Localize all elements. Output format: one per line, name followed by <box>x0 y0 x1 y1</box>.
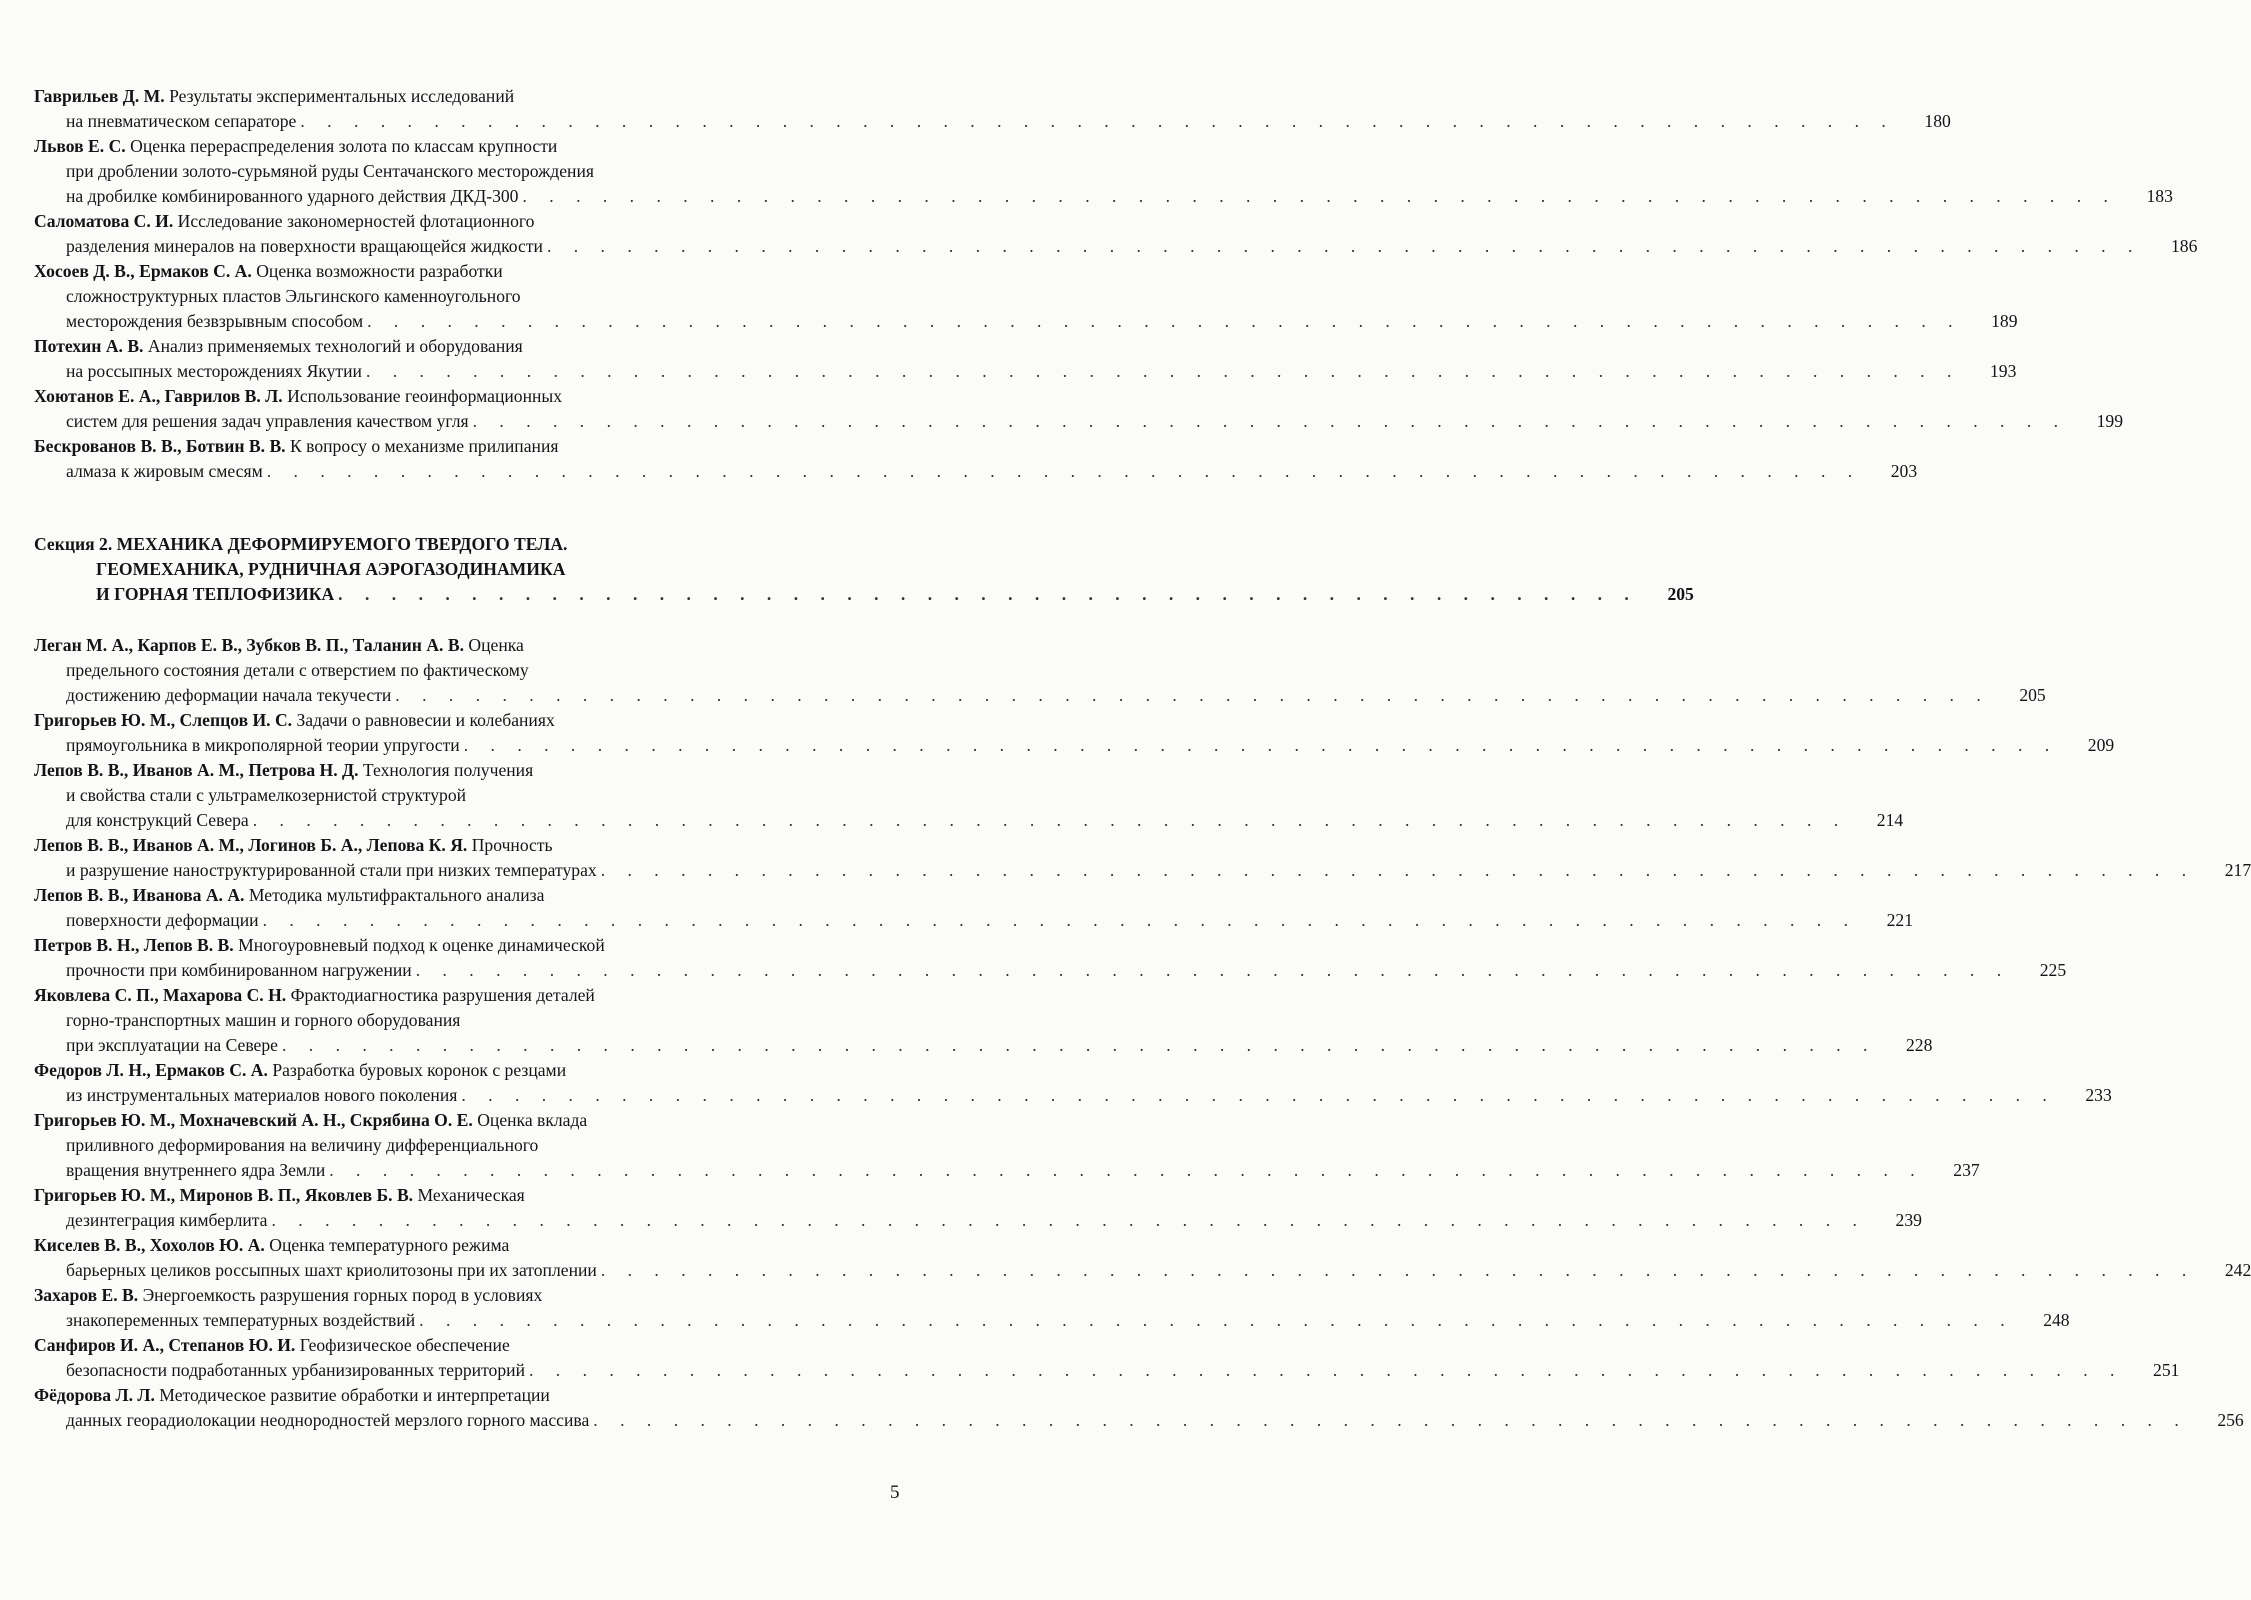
toc-entry <box>34 983 1933 1058</box>
entry-line <box>34 733 2115 758</box>
page-ref: 205 <box>2019 685 2046 705</box>
toc-entry <box>34 1283 2070 1333</box>
entry-authors: Федоров Л. Н., Ермаков С. А. <box>34 1060 268 1080</box>
entry-authors: Санфиров И. А., Степанов Ю. И. <box>34 1335 296 1355</box>
leader-dots: . . . . . . . . . . . . . . . . . . . . . . . . . . . . . . . . . . . . . . . . . . . . . . . . . . . . . . . . . . . . <box>463 735 2059 755</box>
entry-title-line: Методическое развитие обработки и интерпретации <box>159 1385 550 1405</box>
entry-authors: Фёдорова Л. Л. <box>34 1385 155 1405</box>
entry-line <box>34 184 2173 209</box>
entry-title-line: Анализ применяемых технологий и оборудования <box>147 336 523 356</box>
entry-line <box>34 683 2046 708</box>
entry-title-line: горно-транспортных машин и горного оборудования <box>66 1010 461 1030</box>
entry-title-line: систем для решения задач управления качеством угля <box>66 411 469 431</box>
leader-dots: . . . . . . . . . . . . . . . . . . . . . . . . . . . . . . . . . . . . . . . . . . . . . . . . . . . . . . . . . . . . <box>271 1210 1866 1230</box>
toc-entry <box>34 434 1918 484</box>
toc-entry <box>34 1058 2112 1108</box>
entry-title-line: сложноструктурных пластов Эльгинского каменноугольного <box>66 286 521 306</box>
entry-line <box>34 1283 934 1308</box>
entry-authors: Петров В. Н., Лепов В. В. <box>34 935 234 955</box>
entry-text-wrap <box>66 459 263 484</box>
leader-dots: . . . . . . . . . . . . . . . . . . . . . . . . . . . . . . . . . . . . . . . . . . . . . . . . . . . . . . . . . . . . <box>546 236 2142 256</box>
entry-title-line: дезинтеграция кимберлита <box>66 1210 268 1230</box>
entry-title-line: Задачи о равновесии и колебаниях <box>296 710 555 730</box>
page-ref: 225 <box>2039 960 2067 980</box>
entry-title-line: прямоугольника в микрополярной теории упругости <box>66 735 460 755</box>
entry-line <box>34 1033 1933 1058</box>
entry-title-line: Оценка <box>468 635 524 655</box>
entry-line <box>34 459 1918 484</box>
entry-title-line: Прочность <box>471 835 553 855</box>
toc-entry <box>34 1108 1980 1183</box>
entry-title-line: Фрактодиагностика разрушения деталей <box>290 985 595 1005</box>
entry-line <box>34 983 934 1008</box>
entry-title-line: Геофизическое обеспечение <box>299 1335 510 1355</box>
leader-dots: . . . . . . . . . . . . . . . . . . . . . . . . . . . . . . . . . . . . . . . . . . . . . . . . . . . . . . . . . . . . <box>472 411 2068 431</box>
page-ref: 233 <box>2085 1085 2112 1105</box>
leader-dots: . . . . . . . . . . . . . . . . . . . . . . . . . . . . . . . . . . . . . . . . . . . . . . . . . . . . . . . . . . . . <box>262 910 1857 930</box>
entry-title-line: на россыпных месторождениях Якутии <box>66 361 362 381</box>
entry-line <box>34 84 934 109</box>
toc-entry <box>34 758 1904 833</box>
entry-line <box>34 833 934 858</box>
entry-authors: Лепов В. В., Иванов А. М., Петрова Н. Д. <box>34 760 359 780</box>
entry-title-line: на пневматическом сепараторе <box>66 111 297 131</box>
entry-line <box>34 409 2124 434</box>
entry-title-line: Исследование закономерностей флотационного <box>177 211 535 231</box>
entry-text-wrap <box>66 1308 415 1333</box>
entry-line <box>34 858 2251 883</box>
entry-title-line: Многоуровневый подход к оценке динамической <box>238 935 605 955</box>
entry-text-wrap <box>66 858 597 883</box>
entry-title-line: Механическая <box>417 1185 525 1205</box>
entry-text-wrap <box>66 309 363 334</box>
entry-title-line: алмаза к жировым смесям <box>66 461 263 481</box>
entry-title-line: прочности при комбинированном нагружении <box>66 960 412 980</box>
entry-title-line: вращения внутреннего ядра Земли <box>66 1160 326 1180</box>
page-ref: 199 <box>2096 411 2124 431</box>
page-ref: 239 <box>1895 1210 1922 1230</box>
entry-line <box>34 284 934 309</box>
entry-text-wrap <box>66 1258 597 1283</box>
entry-title-line: Оценка вклада <box>477 1110 588 1130</box>
entry-title-line: Оценка возможности разработки <box>256 261 503 281</box>
entries-after-section <box>34 633 2251 1433</box>
entry-text-wrap <box>66 1033 278 1058</box>
entry-line <box>34 1383 934 1408</box>
entry-authors: Григорьев Ю. М., Слепцов И. С. <box>34 710 293 730</box>
leader-dots: . . . . . . . . . . . . . . . . . . . . . . . . . . . . . . . . . . . . . . . . . . . . . . . . . . . . . . . . . . . . <box>419 1310 2014 1330</box>
entry-text-wrap <box>66 109 296 134</box>
entry-line <box>34 1008 934 1033</box>
entry-line <box>34 1333 934 1358</box>
page-number: 5 <box>890 1482 900 1503</box>
leader-dots: . . . . . . . . . . . . . . . . . . . . . . . . . . . . . . . . . . . . . . . . . . . . . . . . . . . . . . . . . . . . <box>522 186 2117 206</box>
entry-text-wrap <box>66 1408 589 1433</box>
entry-line <box>34 1208 1922 1233</box>
entry-line <box>34 658 934 683</box>
entry-text-wrap <box>66 234 543 259</box>
entry-authors: Яковлева С. П., Махарова С. Н. <box>34 985 287 1005</box>
toc-entry <box>34 209 2198 259</box>
toc-entry <box>34 1383 2244 1433</box>
page-ref: 183 <box>2146 186 2173 206</box>
entry-line <box>34 958 2067 983</box>
leader-dots: . . . . . . . . . . . . . . . . . . . . . . . . . . . . . . . . . . . . . . . . . . . . . . . . . . . . . . . . . . . . <box>266 461 1862 481</box>
entry-title-line: К вопросу о механизме прилипания <box>290 436 559 456</box>
entry-line <box>34 209 934 234</box>
page-ref: 221 <box>1886 910 1913 930</box>
entry-authors: Григорьев Ю. М., Мохначевский А. Н., Скрябина О. Е. <box>34 1110 473 1130</box>
leader-dots: . . . . . . . . . . . . . . . . . . . . . . . . . . . . . . . . . . . . . . . . . . . . . . . . . . . . . . . . . . . . <box>415 960 2011 980</box>
entry-authors: Гаврильев Д. М. <box>34 86 165 106</box>
leader-dots: . . . . . . . . . . . . . . . . . . . . . . . . . . . . . . . . . . . . . . . . . . . . . . . . . . . . . . . . . . . . <box>395 685 1990 705</box>
toc-entry <box>34 259 2018 334</box>
toc-entry <box>34 833 2251 883</box>
entry-text-wrap <box>66 1158 325 1183</box>
entry-title-line: и свойства стали с ультрамелкозернистой структурой <box>66 785 467 805</box>
page-ref: 237 <box>1953 1160 1980 1180</box>
leader-dots: . . . . . . . . . . . . . . . . . . . . . . . . . . . . . . . . . . . . . . . . . . . . . . . . . . . . . . . . . . . . <box>367 311 1962 331</box>
entry-title-line: данных георадиолокации неоднородностей мерзлого горного массива <box>66 1410 590 1430</box>
entry-authors: Киселев В. В., Хохолов Ю. А. <box>34 1235 265 1255</box>
entry-text-wrap <box>66 184 518 209</box>
page-ref: 193 <box>1989 361 2017 381</box>
entry-line <box>34 1358 2180 1383</box>
entry-line <box>34 1133 934 1158</box>
entry-line <box>34 384 934 409</box>
toc-entry <box>34 1183 1922 1233</box>
toc-entry <box>34 708 2115 758</box>
entry-title-line: Энергоемкость разрушения горных пород в условиях <box>142 1285 543 1305</box>
entry-authors: Львов Е. С. <box>34 136 126 156</box>
toc-entry <box>34 1233 2251 1283</box>
page-ref: 189 <box>1991 311 2018 331</box>
entry-line <box>34 758 934 783</box>
entry-authors: Лепов В. В., Иванова А. А. <box>34 885 245 905</box>
entry-text-wrap <box>66 958 412 983</box>
entry-text-wrap <box>66 1358 525 1383</box>
toc-entry <box>34 933 2067 983</box>
leader-dots: . . . . . . . . . . . . . . . . . . . . . . . . . . . . . . . . . . . . . . . . . . . . . . . . . . . . . . . . . . . . <box>300 111 1895 131</box>
table-of-contents <box>34 84 2251 1433</box>
entry-line <box>34 633 934 658</box>
toc-entry <box>34 1333 2180 1383</box>
leader-dots: . . . . . . . . . . . . . . . . . . . . . . . . . . . . . . . . . . . . . . . . . . . . . . . . . . . . . . . . . . . . <box>329 1160 1924 1180</box>
entry-title-line: Результаты экспериментальных исследований <box>169 86 515 106</box>
entry-line <box>34 1308 2070 1333</box>
entry-title-line: при дроблении золото-сурьмяной руды Сентачанского месторождения <box>66 161 594 181</box>
page-ref: 242 <box>2224 1260 2251 1280</box>
leader-dots: . . . . . . . . . . . . . . . . . . . . . . . . . . . . . . . . . . . . . . . . . . . . . . . . . . . . . . . . . . . . <box>600 860 2196 880</box>
entry-authors: Саломатова С. И. <box>34 211 174 231</box>
entry-line <box>34 933 934 958</box>
page-ref: 209 <box>2087 735 2115 755</box>
toc-entry <box>34 384 2124 434</box>
entry-title-line: при эксплуатации на Севере <box>66 1035 278 1055</box>
entry-authors: Захаров Е. В. <box>34 1285 139 1305</box>
page-ref: 205 <box>1667 584 1694 604</box>
entries-before-section <box>34 84 2198 484</box>
page-ref: 248 <box>2043 1310 2070 1330</box>
entry-title-line: и разрушение наноструктурированной стали при низких температурах <box>66 860 597 880</box>
entry-line <box>34 1108 934 1133</box>
entry-line <box>34 808 1904 833</box>
entry-title-line: на дробилке комбинированного ударного действия ДКД-300 <box>66 186 519 206</box>
entry-line <box>34 259 934 284</box>
entry-line <box>34 434 934 459</box>
entry-line <box>34 1158 1980 1183</box>
entry-line <box>34 109 1951 134</box>
entry-text-wrap <box>66 733 460 758</box>
section-heading <box>34 532 1694 607</box>
entry-line <box>34 908 1913 933</box>
section-line: Секция 2. МЕХАНИКА ДЕФОРМИРУЕМОГО ТВЕРДОГО ТЕЛА. <box>34 534 568 554</box>
entry-line <box>34 783 934 808</box>
entry-text-wrap <box>66 359 362 384</box>
entry-line <box>34 1058 934 1083</box>
page-ref: 256 <box>2217 1410 2244 1430</box>
page-ref: 251 <box>2153 1360 2180 1380</box>
section-line: И ГОРНАЯ ТЕПЛОФИЗИКА <box>96 584 335 604</box>
entry-title-line: Использование геоинформационных <box>287 386 563 406</box>
toc-entry <box>34 883 1913 933</box>
entry-title-line: барьерных целиков россыпных шахт криолитозоны при их затоплении <box>66 1260 597 1280</box>
leader-dots: . . . . . . . . . . . . . . . . . . . . . . . . . . . . . . . . . . . . . . . . . . . . . . . . . <box>338 584 1638 604</box>
entry-title-line: Оценка перераспределения золота по классам крупности <box>130 136 558 156</box>
entry-authors: Хосоев Д. В., Ермаков С. А. <box>34 261 252 281</box>
entry-title-line: из инструментальных материалов нового поколения <box>66 1085 458 1105</box>
entry-title-line: достижению деформации начала текучести <box>66 685 392 705</box>
entry-title-line: Разработка буровых коронок с резцами <box>272 1060 567 1080</box>
entry-title-line: Оценка температурного режима <box>269 1235 510 1255</box>
toc-entry <box>34 633 2046 708</box>
page-ref: 217 <box>2224 860 2251 880</box>
entry-title-line: предельного состояния детали с отверстием по фактическому <box>66 660 529 680</box>
entry-title-line: поверхности деформации <box>66 910 259 930</box>
entry-authors: Бескрованов В. В., Ботвин В. В. <box>34 436 286 456</box>
entry-line <box>34 134 934 159</box>
entry-authors: Лепов В. В., Иванов А. М., Логинов Б. А., Лепова К. Я. <box>34 835 468 855</box>
entry-line <box>34 334 934 359</box>
entry-authors: Хоютанов Е. А., Гаврилов В. Л. <box>34 386 283 406</box>
leader-dots: . . . . . . . . . . . . . . . . . . . . . . . . . . . . . . . . . . . . . . . . . . . . . . . . . . . . . . . . . . . . <box>600 1260 2196 1280</box>
entry-line <box>34 708 934 733</box>
entry-title-line: Технология получения <box>362 760 534 780</box>
entry-text-wrap <box>66 409 469 434</box>
entry-line <box>34 309 2018 334</box>
entry-text-wrap <box>66 1208 268 1233</box>
toc-entry <box>34 134 2173 209</box>
toc-entry <box>34 334 2017 384</box>
entry-line <box>34 1233 934 1258</box>
entry-line <box>34 883 934 908</box>
entry-text-wrap <box>66 808 249 833</box>
entry-text-wrap <box>66 683 391 708</box>
entry-title-line: разделения минералов на поверхности вращающейся жидкости <box>66 236 543 256</box>
page-ref: 186 <box>2170 236 2198 256</box>
page-ref: 228 <box>1906 1035 1933 1055</box>
entry-text-wrap <box>66 1083 457 1108</box>
entry-title-line: безопасности подработанных урбанизированных территорий <box>66 1360 525 1380</box>
leader-dots: . . . . . . . . . . . . . . . . . . . . . . . . . . . . . . . . . . . . . . . . . . . . . . . . . . . . . . . . . . . . <box>365 361 1961 381</box>
section-line: ГЕОМЕХАНИКА, РУДНИЧНАЯ АЭРОГАЗОДИНАМИКА <box>96 559 566 579</box>
leader-dots: . . . . . . . . . . . . . . . . . . . . . . . . . . . . . . . . . . . . . . . . . . . . . . . . . . . . . . . . . . . . <box>593 1410 2188 1430</box>
entry-title-line: месторождения безвзрывным способом <box>66 311 364 331</box>
leader-dots: . . . . . . . . . . . . . . . . . . . . . . . . . . . . . . . . . . . . . . . . . . . . . . . . . . . . . . . . . . . . <box>528 1360 2124 1380</box>
entry-authors: Леган М. А., Карпов Е. В., Зубков В. П., Таланин А. В. <box>34 635 464 655</box>
entry-line <box>34 1258 2251 1283</box>
entry-line <box>34 159 934 184</box>
leader-dots: . . . . . . . . . . . . . . . . . . . . . . . . . . . . . . . . . . . . . . . . . . . . . . . . . . . . . . . . . . . . <box>461 1085 2056 1105</box>
entry-title-line: для конструкций Севера <box>66 810 249 830</box>
entry-authors: Потехин А. В. <box>34 336 144 356</box>
page-ref: 180 <box>1924 111 1951 131</box>
entry-line <box>34 234 2198 259</box>
entry-title-line: знакопеременных температурных воздействий <box>66 1310 416 1330</box>
entry-line <box>34 359 2017 384</box>
page-ref: 214 <box>1876 810 1904 830</box>
toc-entry <box>34 84 1951 134</box>
page-ref: 203 <box>1890 461 1918 481</box>
entry-line <box>34 1083 2112 1108</box>
entry-text-wrap <box>66 908 259 933</box>
leader-dots: . . . . . . . . . . . . . . . . . . . . . . . . . . . . . . . . . . . . . . . . . . . . . . . . . . . . . . . . . . . . <box>281 1035 1877 1055</box>
entry-authors: Григорьев Ю. М., Миронов В. П., Яковлев Б. В. <box>34 1185 414 1205</box>
leader-dots: . . . . . . . . . . . . . . . . . . . . . . . . . . . . . . . . . . . . . . . . . . . . . . . . . . . . . . . . . . . . <box>252 810 1848 830</box>
entry-line <box>34 1183 934 1208</box>
entry-title-line: Методика мультифрактального анализа <box>248 885 545 905</box>
entry-line <box>34 1408 2244 1433</box>
entry-title-line: приливного деформирования на величину дифференциального <box>66 1135 539 1155</box>
